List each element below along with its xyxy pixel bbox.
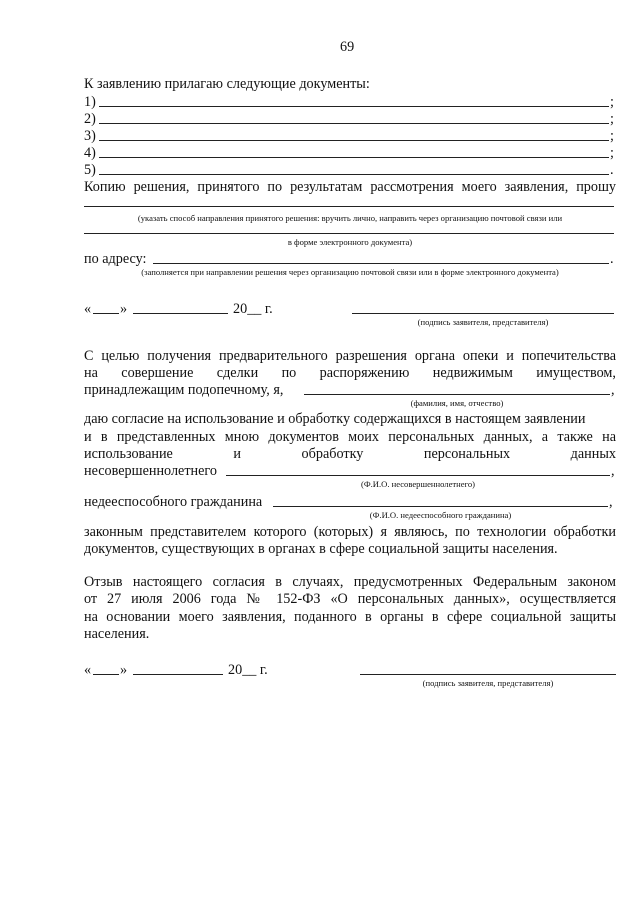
document-item-line[interactable] [99, 123, 609, 124]
documents-heading: К заявлению прилагаю следующие документы: [84, 76, 370, 92]
delivery-method-hint: (указать способ направления принятого решения: вручить лично, направить через организацию почтовой связи или [137, 213, 563, 223]
signature-field[interactable] [352, 313, 614, 314]
word: использование [84, 446, 173, 462]
page-number: 69 [340, 39, 355, 55]
address-end: . [610, 251, 614, 267]
document-item-number: 3) [84, 128, 96, 144]
incapacitated-fio-field[interactable] [273, 506, 608, 507]
document-item-end: . [610, 162, 614, 178]
document-item-number: 1) [84, 94, 96, 110]
document-item-end: ; [610, 94, 614, 110]
withdraw-line-4: населения. [84, 626, 150, 642]
address-label: по адресу: [84, 251, 147, 267]
minor-label: несовершеннолетнего [84, 463, 217, 479]
document-item-line[interactable] [99, 106, 609, 107]
withdraw-line-1: Отзыв настоящего согласия в случаях, предусмотренных Федеральным законом [84, 574, 616, 590]
signature-hint-2: (подпись заявителя, представителя) [422, 678, 554, 688]
applicant-fio-field[interactable] [304, 394, 610, 395]
word: имуществом, [536, 365, 616, 381]
delivery-method-hint-2: в форме электронного документа) [287, 237, 413, 247]
word: персональных [423, 446, 511, 462]
withdraw-line-3: на основании моего заявления, поданного в органы в сфере социальной защиты [84, 609, 616, 625]
consent-line-4: даю согласие на использование и обработку содержащихся в настоящем заявлении [84, 411, 586, 427]
date-year: 20__ г. [233, 301, 273, 317]
address-field[interactable] [153, 263, 609, 264]
word: недвижимым [432, 365, 513, 381]
withdraw-line-2: от 27 июля 2006 года № 152-ФЗ «О персональных данных», осуществляется [84, 591, 616, 607]
document-item-line[interactable] [99, 140, 609, 141]
signature-hint: (подпись заявителя, представителя) [417, 317, 549, 327]
incapacitated-fio-end: , [609, 494, 613, 510]
date-quote-close-2: » [120, 662, 128, 678]
copy-decision-text: Копию решения, принятого по результатам рассмотрения моего заявления, прошу [84, 179, 616, 195]
minor-fio-field[interactable] [226, 475, 610, 476]
consent-line-9: законным представителем которого (которых) я являюсь, по технологии обработки [84, 524, 616, 540]
minor-fio-end: , [611, 463, 615, 479]
document-item-line[interactable] [99, 174, 609, 175]
date-year-2: 20__ г. [228, 662, 268, 678]
consent-line-1: С целью получения предварительного разрешения органа опеки и попечительства [84, 348, 616, 364]
date-month-field-2[interactable] [133, 674, 223, 675]
word: обработку [301, 446, 364, 462]
signature-field-2[interactable] [360, 674, 616, 675]
word: на [84, 365, 98, 381]
document-item-number: 4) [84, 145, 96, 161]
minor-fio-hint: (Ф.И.О. несовершеннолетнего) [360, 479, 476, 489]
word: сделки [216, 365, 259, 381]
consent-ward-label: принадлежащим подопечному, я, [84, 382, 284, 398]
document-item-number: 5) [84, 162, 96, 178]
word: совершение [121, 365, 194, 381]
word: данных [570, 446, 616, 462]
applicant-fio-hint: (фамилия, имя, отчество) [410, 398, 504, 408]
date-quote-open-2: « [84, 662, 92, 678]
word: по [281, 365, 297, 381]
date-day-field[interactable] [93, 313, 119, 314]
word: распоряжению [319, 365, 410, 381]
applicant-fio-end: , [611, 382, 615, 398]
consent-line-5: и в представленных мною документов моих персональных данных, а также на [84, 429, 616, 445]
incapacitated-fio-hint: (Ф.И.О. недееспособного гражданина) [369, 510, 512, 520]
address-hint: (заполняется при направлении решения через организацию почтовой связи или в форме электронного документа) [141, 267, 559, 277]
date-month-field[interactable] [133, 313, 228, 314]
document-item-end: ; [610, 145, 614, 161]
delivery-method-line-2[interactable] [84, 233, 614, 234]
word: и [233, 446, 241, 462]
document-item-number: 2) [84, 111, 96, 127]
consent-line-6 [84, 445, 616, 463]
document-item-end: ; [610, 128, 614, 144]
document-item-line[interactable] [99, 157, 609, 158]
delivery-method-line-1[interactable] [84, 206, 614, 207]
consent-line-10: документов, существующих в органах в сфере социальной защиты населения. [84, 541, 558, 557]
date-day-field-2[interactable] [93, 674, 119, 675]
date-quote-open: « [84, 301, 92, 317]
consent-line-2 [84, 364, 616, 382]
document-item-end: ; [610, 111, 614, 127]
incapacitated-label: недееспособного гражданина [84, 494, 263, 510]
date-quote-close: » [120, 301, 128, 317]
